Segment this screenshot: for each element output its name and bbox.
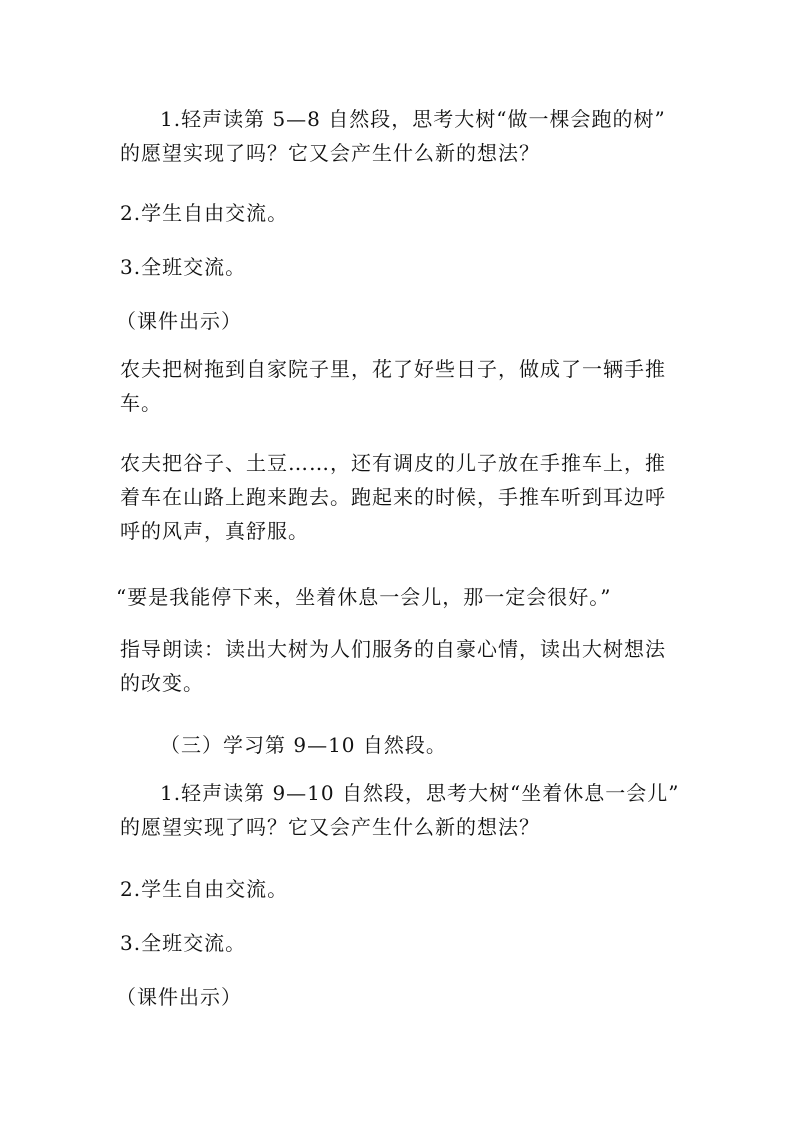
text-line: 2.学生自由交流。 bbox=[120, 201, 289, 225]
paragraph-reading-guide bbox=[120, 632, 680, 700]
text-line: （课件出示） bbox=[116, 985, 242, 1009]
paragraph-question-1 bbox=[120, 102, 700, 170]
paragraph-quote bbox=[116, 580, 676, 614]
paragraph-step-3b bbox=[120, 926, 680, 960]
paragraph-story-2 bbox=[120, 446, 680, 548]
paragraph-step-2 bbox=[120, 196, 680, 230]
text-line: 的愿望实现了吗？它又会产生什么新的想法？ bbox=[120, 141, 540, 165]
text-line: （三）学习第 9—10 自然段。 bbox=[160, 733, 447, 757]
text-line: 的改变。 bbox=[120, 671, 204, 695]
text-line: 指导朗读：读出大树为人们服务的自豪心情，读出大树想法 bbox=[120, 637, 666, 661]
paragraph-step-3 bbox=[120, 250, 680, 284]
text-line: 农夫把树拖到自家院子里，花了好些日子，做成了一辆手推 bbox=[120, 357, 666, 381]
text-line: 车。 bbox=[120, 391, 162, 415]
text-line: 3.全班交流。 bbox=[120, 255, 247, 279]
text-line: 1.轻声读第 5—8 自然段，思考大树“做一棵会跑的树” bbox=[160, 107, 666, 131]
paragraph-story-1 bbox=[120, 352, 680, 420]
text-line: （课件出示） bbox=[116, 309, 242, 333]
text-line: 农夫把谷子、土豆……，还有调皮的儿子放在手推车上，推 bbox=[120, 451, 666, 475]
text-line: 的愿望实现了吗？它又会产生什么新的想法？ bbox=[120, 815, 540, 839]
paragraph-step-2b bbox=[120, 872, 680, 906]
paragraph-slide-note bbox=[116, 304, 676, 338]
text-line: 3.全班交流。 bbox=[120, 931, 247, 955]
text-line: “要是我能停下来，坐着休息一会儿，那一定会很好。” bbox=[116, 585, 612, 609]
paragraph-slide-note-b bbox=[116, 980, 676, 1014]
section-heading bbox=[160, 728, 720, 762]
text-line: 2.学生自由交流。 bbox=[120, 877, 289, 901]
text-line: 呼的风声，真舒服。 bbox=[120, 519, 309, 543]
paragraph-question-2 bbox=[120, 776, 700, 844]
text-line: 着车在山路上跑来跑去。跑起来的时候，手推车听到耳边呼 bbox=[120, 485, 666, 509]
text-line: 1.轻声读第 9—10 自然段，思考大树“坐着休息一会儿” bbox=[160, 781, 680, 805]
